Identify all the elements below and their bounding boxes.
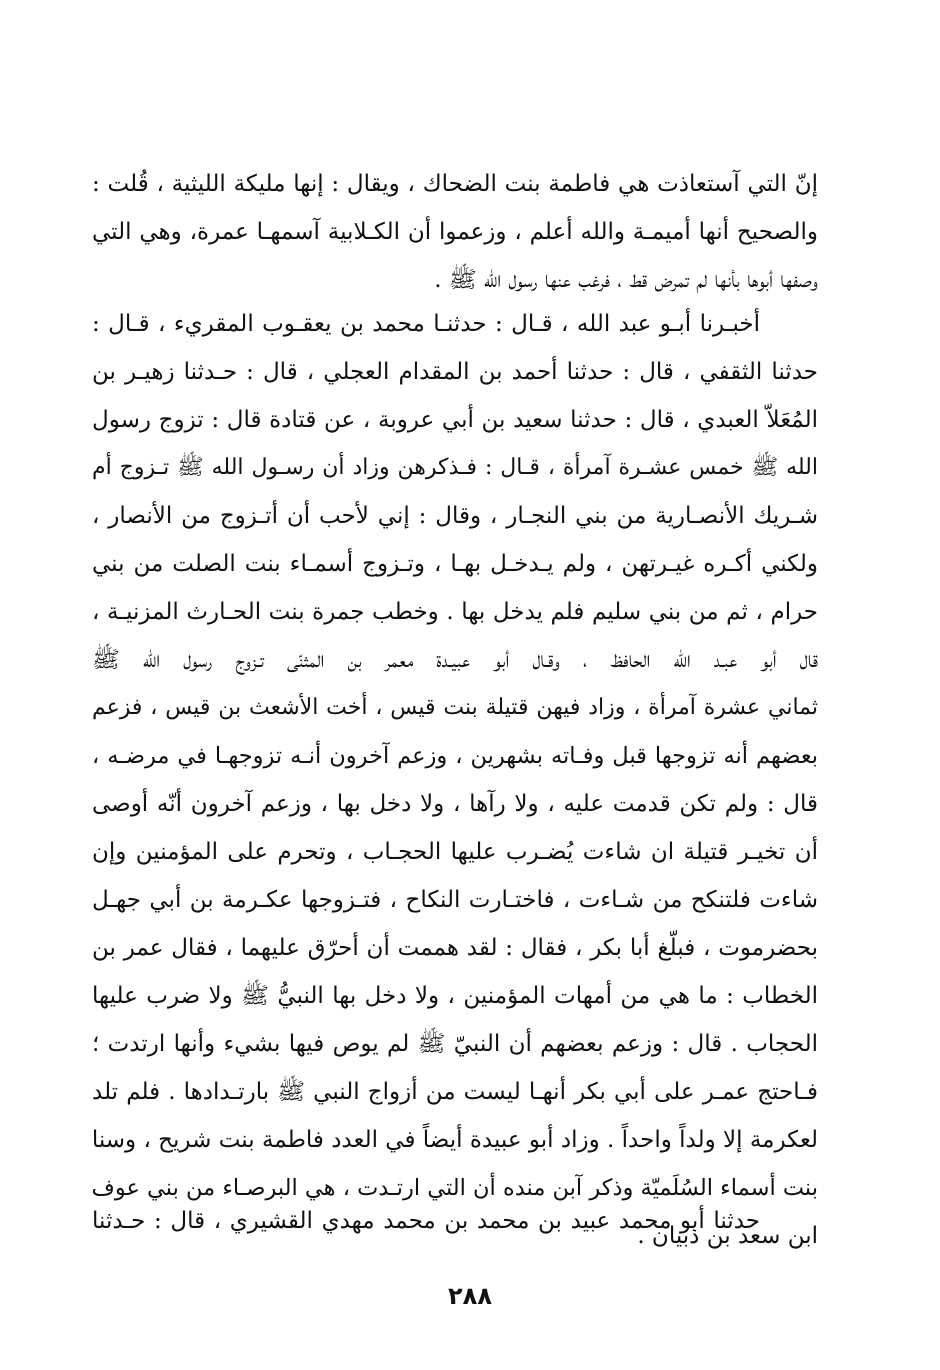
- text-line: شـريك الأنصـارية من بني النجـار ، وقال : إني لأحب أن أتـزوج من الأنصار ،: [92, 503, 818, 529]
- text-line: لعكرمة إلا ولداً واحداً . وزاد أبو عبيدة أيضاً في العدد فاطمة بنت شريح ، وسنا: [92, 1127, 818, 1153]
- text-line: حدثنا الثقفي ، قال : حدثنا أحمد بن المقدام العجلي ، قال : حـدثنا زهيـر بن: [92, 359, 818, 385]
- text-line: حرام ، ثم من بني سليم فلم يدخل بها . وخطب جمرة بنت الحـارث المزنيـة ،: [92, 599, 818, 625]
- text-line: المُعَلاّ العبدي ، قال : حدثنا سعيد بن أبي عروبة ، عن قتادة قال : تزوج رسول: [92, 407, 818, 433]
- text-line: شاءت فلتنكح من شـاءت ، فاختـارت النكاح ، فتـزوجها عكـرمة بن أبي جهـل: [92, 887, 818, 913]
- text-line: بحضرموت ، فبلّغ أبا بكر ، فقال : لقد هممت أن أحرّق عليهما ، فقال عمر بن: [92, 935, 818, 961]
- text-line: بنت أسماء السُلَميّة وذكر آبن منده أن التي ارتـدت ، هي البرصـاء من بني عوف: [92, 1175, 818, 1201]
- text-line: ولكني أكـره غيـرتهن ، ولم يـدخـل بهـا ، وتـزوج أسمـاء بنت الصلت من بني: [92, 551, 818, 577]
- text-line: ابن سعد بن ذبيان .: [637, 1223, 818, 1249]
- text-line: الحجاب . قال : وزعم بعضهم أن النبيّ ﷺ لم يوص فيها بشيء وأنها ارتدت ؛: [92, 1031, 818, 1057]
- text-line: الخطاب : ما هي من أمهات المؤمنين ، ولا دخل بها النبيُّ ﷺ ولا ضرب عليها: [92, 983, 818, 1009]
- text-line: إنّ التي آستعاذت هي فاطمة بنت الضحاك ، ويقال : إنها مليكة الليثية ، قُلت :: [92, 171, 818, 197]
- text-line: ثماني عشرة آمرأة ، وزاد فيهن قتيلة بنت قيس ، أخت الأشعث بن قيس ، فزعم: [92, 695, 818, 720]
- text-line: قال أبو عبـد الله الحافظ ، وقـال أبو عبيـدة معمر بن المثنّى تـزوج رسول الله ﷺ: [92, 647, 818, 673]
- text-line: بعضهم أنه تزوجها قبل وفـاته بشهرين ، وزعم آخرون أنـه تزوجهـا في مرضـه ،: [92, 743, 818, 769]
- text-line: والصحيح أنها أميمـة والله أعلم ، وزعموا أن الكـلابية آسمهـا عمرة، وهي التي: [92, 219, 818, 245]
- paragraph-2: [92, 300, 818, 1260]
- paragraph-3: [92, 1197, 818, 1245]
- text-line: أخبـرنا أبـو عبد الله ، قـال : حدثنـا محمد بن يعقـوب المقريء ، قـال :: [92, 311, 760, 337]
- text-line: قال : ولم تكن قدمت عليه ، ولا رآها ، ولا دخل بها ، وزعم آخرون أنّه أوصى: [92, 791, 818, 817]
- text-line: أن تخيـر قتيلة ان شاءت يُضـرب عليها الحجـاب ، وتحرم على المؤمنين وإن: [92, 839, 818, 865]
- page-number: ٢٨٨: [448, 1282, 492, 1310]
- text-line: وصفها أبوها بأنها لم تمرض قط ، فرغب عنها رسول الله ﷺ .: [434, 267, 818, 293]
- text-line: فـاحتج عمـر على أبي بكر أنهـا ليست من أزواج النبي ﷺ بارتـدادها . فلم تلد: [92, 1079, 818, 1105]
- paragraph-1: [92, 160, 818, 304]
- text-line: حدثنا أبو محمد عبيد بن محمد بن محمد مهدي القشيري ، قال : حـدثنا: [92, 1208, 760, 1234]
- text-line: الله ﷺ خمس عشـرة آمرأة ، قـال : فـذكرهن وزاد أن رسـول الله ﷺ تـزوج أم: [92, 455, 818, 480]
